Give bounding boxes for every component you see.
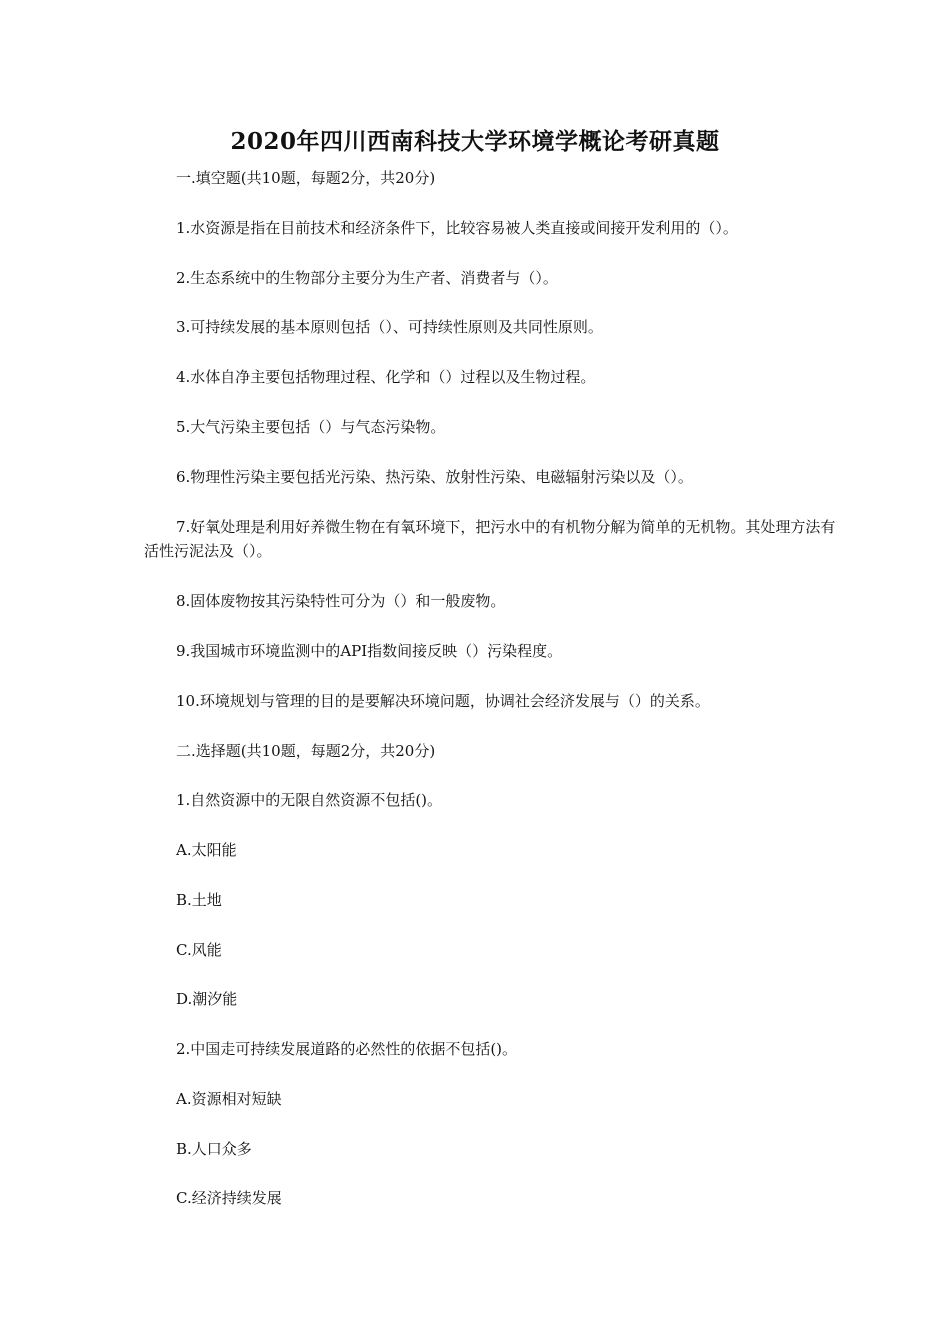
- fill-question-5: 5.大气污染主要包括（）与气态污染物。: [176, 418, 446, 436]
- fill-question-3: 3.可持续发展的基本原则包括（）、可持续性原则及共同性原则。: [176, 318, 603, 336]
- section2-heading: 二.选择题(共10题，每题2分，共20分): [176, 742, 436, 760]
- choice-question-1: 1.自然资源中的无限自然资源不包括()。: [176, 791, 443, 809]
- fill-question-4: 4.水体自净主要包括物理过程、化学和（）过程以及生物过程。: [176, 368, 596, 386]
- choice-q1-option-c: C.风能: [176, 941, 222, 959]
- fill-question-1: 1.水资源是指在目前技术和经济条件下，比较容易被人类直接或间接开发利用的（）。: [176, 219, 738, 237]
- choice-q1-option-d: D.潮汐能: [176, 990, 238, 1008]
- choice-q1-option-a: A.太阳能: [176, 841, 237, 859]
- choice-question-2: 2.中国走可持续发展道路的必然性的依据不包括()。: [176, 1040, 518, 1058]
- fill-question-2: 2.生态系统中的生物部分主要分为生产者、消费者与（）。: [176, 269, 558, 287]
- fill-question-10: 10.环境规划与管理的目的是要解决环境问题，协调社会经济发展与（）的关系。: [176, 692, 710, 710]
- page-title: 2020年四川西南科技大学环境学概论考研真题: [230, 128, 720, 155]
- choice-q2-option-c: C.经济持续发展: [176, 1189, 282, 1207]
- fill-question-8: 8.固体废物按其污染特性可分为（）和一般废物。: [176, 592, 506, 610]
- choice-q2-option-a: A.资源相对短缺: [176, 1090, 282, 1108]
- choice-q1-option-b: B.土地: [176, 891, 222, 909]
- choice-q2-option-b: B.人口众多: [176, 1140, 252, 1158]
- section1-heading: 一.填空题(共10题，每题2分，共20分): [176, 169, 436, 187]
- fill-question-9: 9.我国城市环境监测中的API指数间接反映（）污染程度。: [176, 642, 563, 660]
- fill-question-7: 7.好氧处理是利用好养微生物在有氧环境下，把污水中的有机物分解为简单的无机物。其处理方法有活性污泥法及（）。: [144, 518, 836, 560]
- fill-question-6: 6.物理性污染主要包括光污染、热污染、放射性污染、电磁辐射污染以及（）。: [176, 468, 693, 486]
